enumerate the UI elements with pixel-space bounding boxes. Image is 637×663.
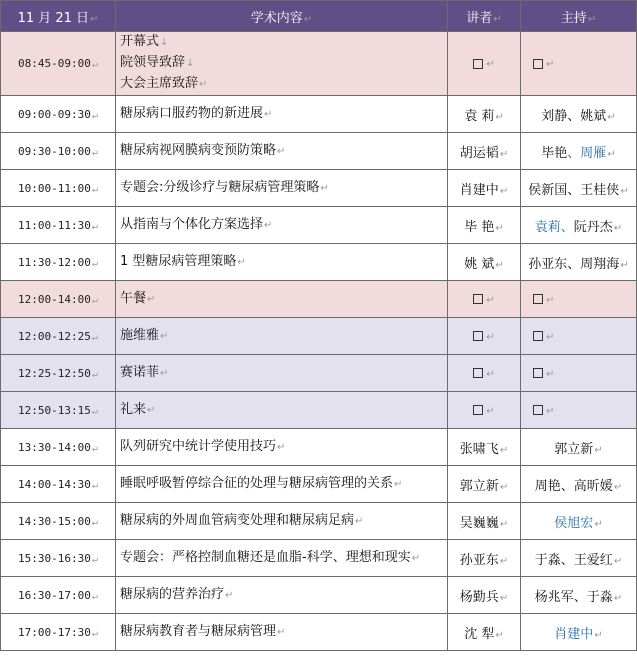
paragraph-mark: ↵ xyxy=(237,256,246,268)
time-cell xyxy=(1,540,116,577)
host-name: 郭立新 xyxy=(554,441,594,457)
host-cell xyxy=(521,318,637,355)
time-text: 08:45-09:00 xyxy=(18,57,91,70)
time-text: 17:00-17:30 xyxy=(18,625,91,639)
topic-line xyxy=(120,74,443,95)
schedule-body xyxy=(1,32,637,651)
schedule-row xyxy=(1,96,637,133)
speaker-cell xyxy=(448,96,521,133)
topic-cell xyxy=(116,32,448,96)
schedule-row xyxy=(1,244,637,281)
host-cell xyxy=(521,244,637,281)
paragraph-mark: ↵ xyxy=(91,59,98,70)
topic-text: 施维雅 xyxy=(120,327,160,343)
topic-text: 糖尿病视网膜病变预防策略 xyxy=(120,142,277,158)
paragraph-mark: ↵ xyxy=(495,629,504,641)
paragraph-mark: ↵ xyxy=(546,368,555,380)
paragraph-mark: ↵ xyxy=(91,257,98,269)
paragraph-mark: ↵ xyxy=(147,293,156,305)
time-text: 11:00-11:30 xyxy=(18,218,91,232)
host-cell xyxy=(521,614,637,651)
host-name: 周艳、高昕媛 xyxy=(534,478,613,494)
topic-text: 开幕式 xyxy=(120,34,160,49)
speaker-cell xyxy=(448,355,521,392)
topic-cell xyxy=(116,614,448,651)
paragraph-mark: ↵ xyxy=(277,441,286,453)
topic-cell xyxy=(116,392,448,429)
topic-text: 睡眠呼吸暂停综合征的处理与糖尿病管理的关系 xyxy=(120,475,394,491)
schedule-row xyxy=(1,318,637,355)
time-cell xyxy=(1,466,116,503)
topic-text: 院领导致辞 xyxy=(120,55,186,70)
paragraph-mark: ↵ xyxy=(486,405,495,417)
paragraph-mark: ↵ xyxy=(486,368,495,380)
host-cell xyxy=(521,133,637,170)
schedule-row xyxy=(1,614,637,651)
empty-checkbox-icon xyxy=(533,405,543,415)
time-cell xyxy=(1,318,116,355)
topic-cell xyxy=(116,244,448,281)
time-cell xyxy=(1,429,116,466)
header-speaker: 讲者↵ xyxy=(448,1,521,32)
paragraph-mark: ↵ xyxy=(91,331,98,343)
speaker-cell xyxy=(448,207,521,244)
topic-cell xyxy=(116,429,448,466)
time-cell xyxy=(1,96,116,133)
topic-text: 糖尿病的外周血管病变处理和糖尿病足病 xyxy=(120,512,355,528)
speaker-name: 吴巍巍 xyxy=(459,515,499,531)
time-cell xyxy=(1,133,116,170)
speaker-name: 肖建中 xyxy=(459,182,499,198)
time-text: 15:30-16:30 xyxy=(18,551,91,565)
speaker-cell xyxy=(448,281,521,318)
speaker-cell xyxy=(448,318,521,355)
empty-checkbox-icon xyxy=(533,368,543,378)
topic-text: 队列研究中统计学使用技巧 xyxy=(120,438,277,454)
paragraph-mark: ↵ xyxy=(495,111,504,123)
paragraph-mark: ↵ xyxy=(394,478,403,490)
host-cell xyxy=(521,577,637,614)
paragraph-mark: ↵ xyxy=(546,59,555,70)
paragraph-mark: ↵ xyxy=(91,294,98,306)
host-cell xyxy=(521,207,637,244)
header-row xyxy=(1,1,637,32)
paragraph-mark: ↵ xyxy=(486,294,495,306)
paragraph-mark: ↵ xyxy=(91,516,98,528)
time-text: 16:30-17:00 xyxy=(18,588,91,602)
paragraph-mark: ↵ xyxy=(147,404,156,416)
paragraph-mark: ↵ xyxy=(620,185,629,197)
topic-text: 1 型糖尿病管理策略 xyxy=(120,253,237,269)
schedule-row xyxy=(1,207,637,244)
paragraph-mark: ↵ xyxy=(613,481,623,493)
topic-cell xyxy=(116,170,448,207)
empty-checkbox-icon xyxy=(473,294,483,304)
speaker-name: 毕 艳 xyxy=(464,219,495,235)
topic-text: 从指南与个体化方案选择 xyxy=(120,216,264,232)
host-name: 杨兆军、于淼 xyxy=(534,589,613,605)
time-text: 12:00-14:00 xyxy=(18,292,91,306)
paragraph-mark: ↵ xyxy=(277,626,286,638)
topic-text: 糖尿病的营养治疗 xyxy=(120,586,225,602)
topic-line xyxy=(120,32,443,53)
topic-line xyxy=(120,53,443,74)
speaker-cell xyxy=(448,540,521,577)
host-name: 于淼、王爱红 xyxy=(534,552,613,568)
paragraph-mark: ↵ xyxy=(499,481,509,493)
time-cell xyxy=(1,207,116,244)
host-cell xyxy=(521,355,637,392)
speaker-cell xyxy=(448,32,521,96)
empty-checkbox-icon xyxy=(473,59,483,69)
host-cell xyxy=(521,540,637,577)
time-text: 10:00-11:00 xyxy=(18,181,91,195)
paragraph-mark: ↵ xyxy=(199,79,208,90)
host-cell xyxy=(521,503,637,540)
paragraph-mark: ↵ xyxy=(499,148,509,160)
speaker-name: 郭立新 xyxy=(459,478,499,494)
topic-text: 赛诺菲 xyxy=(120,364,160,380)
paragraph-mark: ↵ xyxy=(499,518,509,530)
schedule-row xyxy=(1,32,637,96)
paragraph-mark: ↵ xyxy=(486,59,495,70)
paragraph-mark: ↵ xyxy=(499,592,509,604)
empty-checkbox-icon xyxy=(533,331,543,341)
host-name: 肖建中 xyxy=(554,626,594,642)
speaker-cell xyxy=(448,614,521,651)
paragraph-mark: ↵ xyxy=(91,183,98,195)
speaker-cell xyxy=(448,503,521,540)
speaker-name: 姚 斌 xyxy=(464,256,495,272)
empty-checkbox-icon xyxy=(533,294,543,304)
speaker-cell xyxy=(448,392,521,429)
empty-checkbox-icon xyxy=(533,59,543,69)
time-cell xyxy=(1,281,116,318)
time-cell xyxy=(1,392,116,429)
paragraph-mark: ↵ xyxy=(546,331,555,343)
speaker-name: 沈 犁 xyxy=(464,626,495,642)
topic-text: 专题会：严格控制血糖还是血脂-科学、理想和现实 xyxy=(120,549,411,565)
paragraph-mark: ↵ xyxy=(411,552,421,564)
host-cell xyxy=(521,466,637,503)
empty-checkbox-icon xyxy=(473,331,483,341)
schedule-row xyxy=(1,392,637,429)
schedule-row xyxy=(1,429,637,466)
paragraph-mark: ↵ xyxy=(495,222,504,234)
topic-cell xyxy=(116,281,448,318)
time-text: 13:30-14:00 xyxy=(18,440,91,454)
host-name: 阮丹杰 xyxy=(573,219,613,235)
host-name: 侯旭宏 xyxy=(554,515,594,531)
time-cell xyxy=(1,577,116,614)
topic-text: 午餐 xyxy=(120,290,147,306)
topic-text: 礼来 xyxy=(120,401,147,417)
paragraph-mark: ↵ xyxy=(546,294,555,306)
time-text: 09:30-10:00 xyxy=(18,144,91,158)
header-topic: 学术内容↵ xyxy=(116,1,448,32)
paragraph-mark: ↵ xyxy=(91,590,98,602)
topic-cell xyxy=(116,318,448,355)
time-cell xyxy=(1,170,116,207)
paragraph-mark: ↵ xyxy=(277,145,286,157)
speaker-name: 杨勤兵 xyxy=(459,589,499,605)
speaker-cell xyxy=(448,133,521,170)
host-name: 侯新国、王桂侠 xyxy=(528,182,620,198)
paragraph-mark: ↵ xyxy=(320,182,329,194)
paragraph-mark: ↵ xyxy=(91,146,98,158)
topic-text: 专题会:分级诊疗与糖尿病管理策略 xyxy=(120,179,320,195)
paragraph-mark: ↵ xyxy=(499,444,509,456)
schedule-row xyxy=(1,577,637,614)
header-date: 11 月 21 日↵ xyxy=(1,1,116,32)
speaker-cell xyxy=(448,429,521,466)
topic-cell xyxy=(116,133,448,170)
paragraph-mark: ↵ xyxy=(499,555,509,567)
schedule-row xyxy=(1,466,637,503)
schedule-row xyxy=(1,281,637,318)
time-text: 12:25-12:50 xyxy=(18,366,91,380)
paragraph-mark: ↵ xyxy=(607,111,616,123)
paragraph-mark: ↵ xyxy=(91,553,98,565)
topic-text: 糖尿病教育者与糖尿病管理 xyxy=(120,623,277,639)
host-name: 毕艳 xyxy=(541,145,568,161)
schedule-row xyxy=(1,133,637,170)
paragraph-mark: ↵ xyxy=(594,444,603,456)
paragraph-mark: ↵ xyxy=(91,442,98,454)
host-name: 袁莉、 xyxy=(534,219,574,235)
time-cell xyxy=(1,244,116,281)
schedule-row xyxy=(1,540,637,577)
time-text: 14:30-15:00 xyxy=(18,514,91,528)
host-cell xyxy=(521,281,637,318)
header-host: 主持↵ xyxy=(521,1,637,32)
topic-cell xyxy=(116,540,448,577)
speaker-cell xyxy=(448,244,521,281)
paragraph-mark: ↵ xyxy=(91,368,98,380)
speaker-name: 胡运韬 xyxy=(459,145,499,161)
time-text: 12:50-13:15 xyxy=(18,403,91,417)
schedule-row xyxy=(1,170,637,207)
paragraph-mark: ↵ xyxy=(264,108,273,120)
time-text: 14:00-14:30 xyxy=(18,477,91,491)
host-cell xyxy=(521,96,637,133)
paragraph-mark: ↵ xyxy=(613,555,623,567)
speaker-cell xyxy=(448,466,521,503)
topic-cell xyxy=(116,355,448,392)
paragraph-mark: ↵ xyxy=(613,592,623,604)
topic-cell xyxy=(116,207,448,244)
line-break-mark: ↓ xyxy=(186,58,195,69)
time-cell xyxy=(1,355,116,392)
empty-checkbox-icon xyxy=(473,368,483,378)
speaker-name: 孙亚东 xyxy=(459,552,499,568)
topic-cell xyxy=(116,466,448,503)
host-cell xyxy=(521,429,637,466)
line-break-mark: ↓ xyxy=(160,37,169,48)
time-cell xyxy=(1,503,116,540)
paragraph-mark: ↵ xyxy=(620,259,629,271)
paragraph-mark: ↵ xyxy=(355,515,364,527)
paragraph-mark: ↵ xyxy=(594,629,603,641)
paragraph-mark: ↵ xyxy=(613,222,623,234)
paragraph-mark: ↵ xyxy=(594,518,603,530)
empty-checkbox-icon xyxy=(473,405,483,415)
schedule-row xyxy=(1,503,637,540)
paragraph-mark: ↵ xyxy=(160,367,169,379)
paragraph-mark: ↵ xyxy=(225,589,234,601)
topic-text: 糖尿病口服药物的新进展 xyxy=(120,105,264,121)
topic-cell xyxy=(116,96,448,133)
paragraph-mark: ↵ xyxy=(499,185,509,197)
speaker-name: 袁 莉 xyxy=(464,108,495,124)
time-text: 11:30-12:00 xyxy=(18,255,91,269)
host-name: 刘静、姚斌 xyxy=(541,108,607,124)
topic-cell xyxy=(116,577,448,614)
paragraph-mark: ↵ xyxy=(486,331,495,343)
host-name: 、周雁 xyxy=(567,145,607,161)
paragraph-mark: ↵ xyxy=(495,259,504,271)
paragraph-mark: ↵ xyxy=(160,330,169,342)
paragraph-mark: ↵ xyxy=(91,220,98,232)
time-text: 12:00-12:25 xyxy=(18,329,91,343)
host-name: 孙亚东、周翔海 xyxy=(528,256,620,272)
speaker-cell xyxy=(448,170,521,207)
host-cell xyxy=(521,392,637,429)
topic-text: 大会主席致辞 xyxy=(120,76,199,91)
speaker-name: 张啸飞 xyxy=(459,441,499,457)
paragraph-mark: ↵ xyxy=(546,405,555,417)
topic-cell xyxy=(116,503,448,540)
time-cell xyxy=(1,32,116,96)
paragraph-mark: ↵ xyxy=(91,405,98,417)
paragraph-mark: ↵ xyxy=(91,627,98,639)
schedule-row xyxy=(1,355,637,392)
speaker-cell xyxy=(448,577,521,614)
time-text: 09:00-09:30 xyxy=(18,107,91,121)
paragraph-mark: ↵ xyxy=(264,219,273,231)
paragraph-mark: ↵ xyxy=(91,479,98,491)
host-cell xyxy=(521,32,637,96)
host-cell xyxy=(521,170,637,207)
paragraph-mark: ↵ xyxy=(91,109,98,121)
time-cell xyxy=(1,614,116,651)
paragraph-mark: ↵ xyxy=(607,148,616,160)
